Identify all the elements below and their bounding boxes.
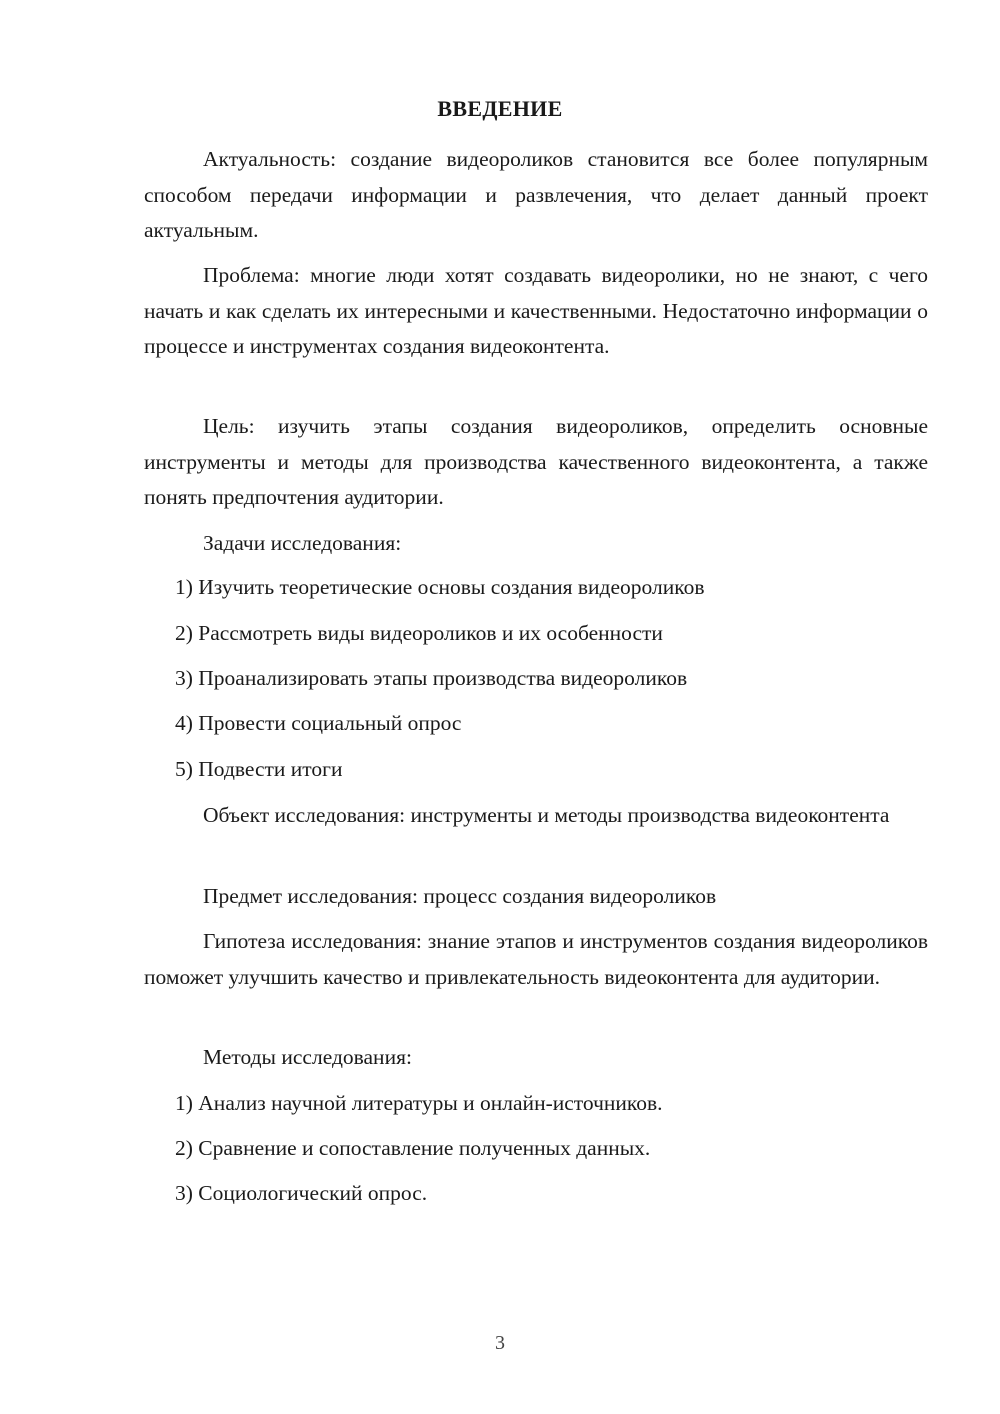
- hypothesis-paragraph: Гипотеза исследования: знание этапов и инструментов создания видеороликов поможет улучшить качество и привлекательность видеоконтента для аудитории.: [144, 929, 928, 989]
- section-title: ВВЕДЕНИЕ: [437, 96, 563, 121]
- method-item: 2) Сравнение и сопоставление полученных данных.: [175, 1136, 651, 1160]
- method-item: 1) Анализ научной литературы и онлайн-источников.: [175, 1091, 663, 1115]
- method-item: 3) Социологический опрос.: [175, 1181, 428, 1205]
- tasks-heading: Задачи исследования:: [203, 531, 402, 555]
- object-paragraph: Объект исследования: инструменты и методы производства видеоконтента: [203, 803, 890, 827]
- goal-paragraph: Цель: изучить этапы создания видеороликов, определить основные инструменты и методы для производства качественного видеоконтента, а также понять предпочтения аудитории.: [144, 414, 928, 509]
- relevance-paragraph: Актуальность: создание видеороликов становится все более популярным способом передачи информации и развлечения, что делает данный проект актуальным.: [144, 147, 928, 242]
- task-item: 3) Проанализировать этапы производства видеороликов: [175, 666, 688, 690]
- page-number: 3: [495, 1332, 505, 1354]
- task-item: 1) Изучить теоретические основы создания видеороликов: [175, 575, 705, 599]
- subject-paragraph: Предмет исследования: процесс создания видеороликов: [203, 884, 717, 908]
- task-item: 5) Подвести итоги: [175, 757, 343, 781]
- problem-paragraph: Проблема: многие люди хотят создавать видеоролики, но не знают, с чего начать и как сделать их интересными и качественными. Недостаточно информации о процессе и инструментах создания видеоконтента.: [144, 263, 928, 358]
- task-item: 4) Провести социальный опрос: [175, 711, 462, 735]
- methods-heading: Методы исследования:: [203, 1045, 412, 1069]
- task-item: 2) Рассмотреть виды видеороликов и их особенности: [175, 621, 663, 645]
